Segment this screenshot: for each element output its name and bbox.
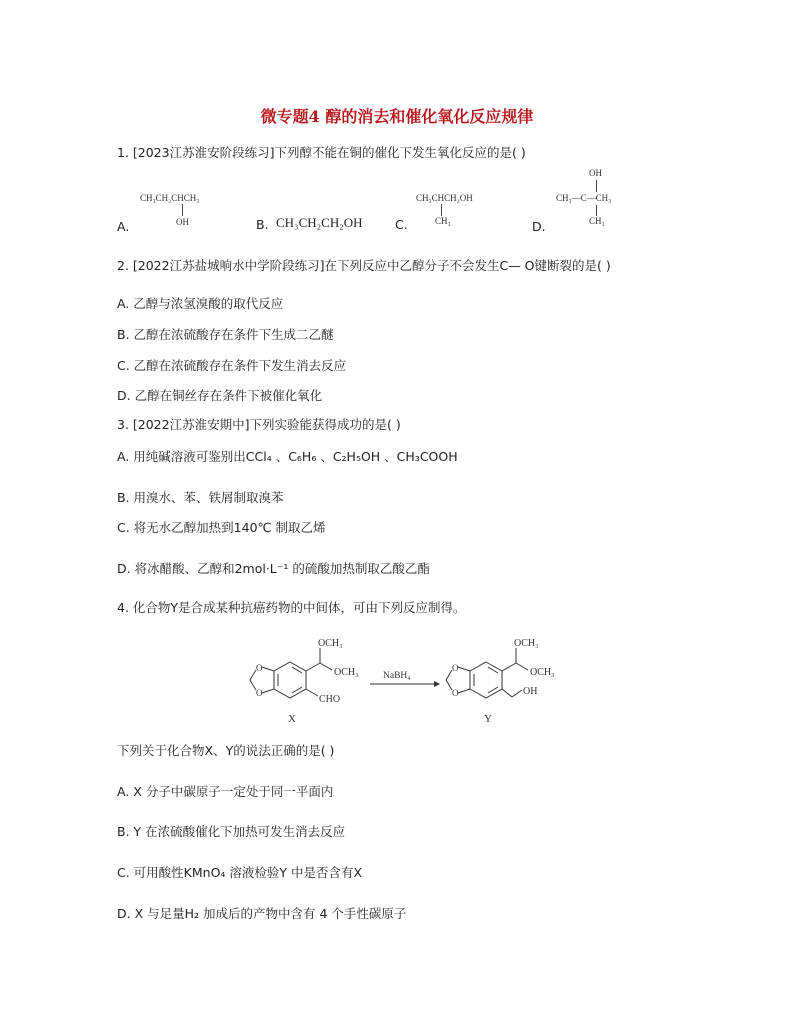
q1-a-formula-top: CH₃CH₂CHCH₃ <box>140 193 200 203</box>
y-och3-top: OCH₃ <box>514 638 539 649</box>
q2-option-c: C. 乙醇在浓硫酸存在条件下发生消去反应 <box>117 358 347 373</box>
x-o-bottom: O <box>256 688 263 698</box>
q1-c-bond <box>441 204 442 216</box>
q3-option-d: D. 将冰醋酸、乙醇和2mol·L⁻¹ 的硫酸加热制取乙酸乙酯 <box>117 561 430 576</box>
q1-d-bond-top <box>596 180 597 192</box>
q1-option-a-label: A. <box>117 219 130 234</box>
arrow-head <box>434 681 440 687</box>
q2-stem: 2. [2022江苏盐城响水中学阶段练习]在下列反应中乙醇分子不会发生C— O键断裂的是( ) <box>117 258 611 273</box>
q3-option-b: B. 用溴水、苯、铁屑制取溴苯 <box>117 490 284 505</box>
x-o-top: O <box>256 663 263 673</box>
q3-stem: 3. [2022江苏淮安期中]下列实验能获得成功的是( ) <box>117 417 401 432</box>
q2-option-d: D. 乙醇在铜丝存在条件下被催化氧化 <box>117 388 323 403</box>
q2-option-b: B. 乙醇在浓硫酸存在条件下生成二乙醚 <box>117 327 334 342</box>
q4-stem: 4. 化合物Y是合成某种抗癌药物的中间体，可由下列反应制得。 <box>117 600 466 615</box>
y-label: Y <box>484 713 492 725</box>
q4-option-b: B. Y 在浓硫酸催化下加热可发生消去反应 <box>117 824 346 839</box>
q3-option-a: A. 用纯碱溶液可鉴别出CCl₄ 、C₆H₆ 、C₂H₅OH 、CH₃COOH <box>117 449 458 464</box>
x-och3-top: OCH₃ <box>318 638 343 649</box>
q1-d-oh: OH <box>589 168 602 178</box>
x-cho: CHO <box>319 694 341 705</box>
q1-c-formula-top: CH₃CHCH₂OH <box>416 193 473 203</box>
q3-option-c: C. 将无水乙醇加热到140℃ 制取乙烯 <box>117 520 326 535</box>
x-och3-side: OCH₃ <box>334 667 359 678</box>
y-och3-side: OCH₃ <box>530 667 555 678</box>
q4-option-a: A. X 分子中碳原子一定处于同一平面内 <box>117 784 334 799</box>
y-o-bottom: O <box>452 688 459 698</box>
q1-b-formula: CH₃CH₂CH₂OH <box>276 215 363 230</box>
q1-stem: 1. [2023江苏淮安阶段练习]下列醇不能在铜的催化下发生氧化反应的是( ) <box>117 145 526 160</box>
q1-d-formula-mid: CH₃—C—CH₃ <box>556 193 612 203</box>
q1-option-d-label: D. <box>532 219 546 234</box>
q1-d-formula-bottom: CH₃ <box>589 216 605 226</box>
q1-c-formula-bottom: CH₃ <box>435 216 451 226</box>
y-o-top: O <box>452 663 459 673</box>
q1-option-b-label: B. <box>256 217 269 232</box>
q1-a-bond <box>182 204 183 216</box>
q1-option-c-label: C. <box>395 217 408 232</box>
q2-option-a: A. 乙醇与浓氢溴酸的取代反应 <box>117 296 284 311</box>
q1-d-bond-bottom <box>596 205 597 216</box>
q1-a-formula-bottom: OH <box>176 217 189 227</box>
x-label: X <box>288 713 296 725</box>
q4-sub-stem: 下列关于化合物X、Y的说法正确的是( ) <box>117 743 335 758</box>
page-title: 微专题4 醇的消去和催化氧化反应规律 <box>260 107 534 126</box>
reaction-scheme <box>0 630 794 730</box>
y-oh: OH <box>523 686 538 697</box>
q4-option-d: D. X 与足量H₂ 加成后的产物中含有 4 个手性碳原子 <box>117 906 407 921</box>
q4-option-c: C. 可用酸性KMnO₄ 溶液检验Y 中是否含有X <box>117 865 363 880</box>
reagent: NaBH₄ <box>383 671 411 681</box>
